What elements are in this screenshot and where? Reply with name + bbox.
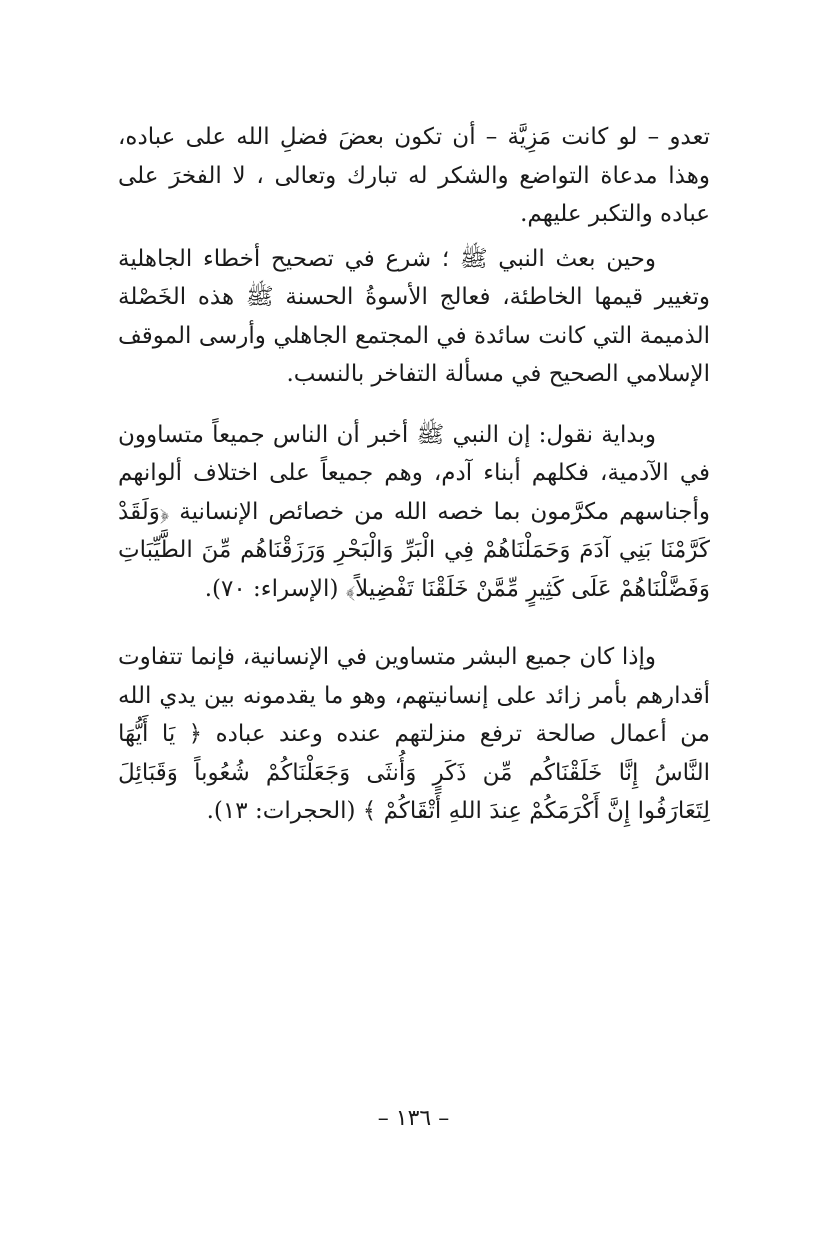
paragraph-righteous-deeds: وإذا كان جميع البشر متساوين في الإنسانية، فإنما تتفاوت أقدارهم بأمر زائد على إنسانيتهم، وهو ما يقدمونه بين يدي الله من أعمال صالحة ترفع منزلتهم عنده وعند عباده ﴿ يَا أَيُّهَا النَّاسُ إِنَّا خَلَقْنَاكُم مِّن ذَكَرٍ وَأُنثَى وَجَعَلْنَاكُمْ شُعُوباً وَقَبَائِلَ لِتَعَارَفُوا إِنَّ أَكْرَمَكُمْ عِندَ اللهِ أَتْقَاكُمْ ﴾ (الحجرات: ١٣). <box>118 644 710 824</box>
paragraph-prophet-correction: وحين بعث النبي ﷺ ؛ شرع في تصحيح أخطاء الجاهلية وتغيير قيمها الخاطئة، فعالج الأسوةُ الحسنة ﷺ هذه الخَصْلة الذميمة التي كانت سائدة في المجتمع الجاهلي وأرسى الموقف الإسلامي الصحيح في مسألة التفاخر بالنسب. <box>118 245 710 387</box>
paragraph-human-equality: وبداية نقول: إن النبي ﷺ أخبر أن الناس جميعاً متساوون في الآدمية، فكلهم أبناء آدم، وهم جميعاً على اختلاف ألوانهم وأجناسهم مكرَّمون بما خصه الله من خصائص الإنسانية ﴿وَلَقَدْ كَرَّمْنَا بَنِي آدَمَ وَحَمَلْنَاهُمْ فِي الْبَرِّ وَالْبَحْرِ وَرَزَقْنَاهُم مِّنَ الطَّيِّبَاتِ وَفَضَّلْنَاهُمْ عَلَى كَثِيرٍ مِّمَّنْ خَلَقْنَا تَفْضِيلاً﴾ (الإسراء: ٧٠). <box>118 421 710 602</box>
page-number: – ١٣٦ – <box>377 1106 450 1131</box>
page-body <box>118 118 710 831</box>
paragraph-continuation: تعدو – لو كانت مَزِيَّة – أن تكون بعضَ فضلِ الله على عباده، وهذا مدعاة التواضع والشكر له تبارك وتعالى ، لا الفخرَ على عباده والتكبر عليهم. <box>118 124 710 227</box>
